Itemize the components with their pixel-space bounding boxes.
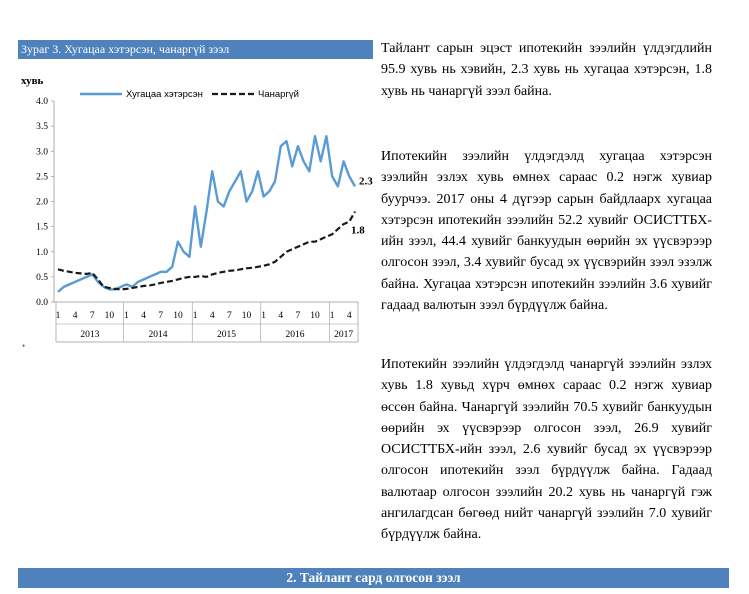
end-label: 2.3	[359, 175, 373, 188]
year-label: 2013	[80, 330, 100, 340]
x-tick-label: 1	[124, 311, 129, 321]
y-tick-label: 0.5	[36, 272, 48, 283]
y-tick-label: 3.0	[36, 147, 48, 158]
section-heading: 2. Тайлант сард олгосон зээл	[18, 568, 729, 588]
x-tick-label: 4	[346, 311, 352, 321]
x-tick-label: 1	[192, 311, 198, 321]
year-label: 2017	[334, 330, 354, 340]
line-chart	[18, 59, 373, 359]
x-tick-label: 4	[141, 311, 147, 321]
y-tick-label: 4.0	[36, 97, 48, 107]
paragraph-status: Тайлант сарын эцэст ипотекийн зээлийн үлдэгдлийн 95.9 хувь нь хэвийн, 2.3 хувь нь хугацаа хэтэрсэн, 1.8 хувь нь чанаргүй зээл байна.	[381, 41, 712, 99]
y-tick-label: 2.5	[36, 172, 48, 183]
x-tick-label: 4	[278, 311, 284, 321]
x-tick-label: 7	[295, 311, 301, 321]
y-tick-label: 1.5	[36, 222, 48, 233]
legend-label: Чанаргүй	[258, 89, 299, 100]
x-tick-label: 1	[55, 311, 61, 321]
x-tick-label: 7	[89, 311, 95, 321]
series-line	[58, 136, 355, 292]
y-tick-label: 1.0	[36, 247, 48, 258]
x-tick-label: 10	[104, 311, 115, 321]
y-tick-label: 3.5	[36, 122, 48, 133]
y-tick-label: 2.0	[36, 197, 48, 208]
legend-label: Хугацаа хэтэрсэн	[126, 89, 203, 100]
year-label: 2015	[216, 330, 236, 340]
x-tick-label: 10	[241, 311, 252, 321]
year-label: 2016	[285, 330, 305, 340]
chart-series	[58, 136, 373, 292]
stray-bullet: •	[22, 341, 26, 351]
x-tick-label: 7	[226, 311, 232, 321]
x-tick-label: 1	[329, 311, 335, 321]
chart-legend	[80, 89, 299, 100]
paragraph-npl: Ипотекийн зээлийн үлдэгдэлд чанаргүй зээлийн эзлэх хувь 1.8 хувьд хүрч өмнөх сараас 0.2 нэгж хувиар өссөн байна. Чанаргүй зээлийн 70.5 хувийг банкуудын өөрийн эх үүсвэрээр олгосон зээл, 26.9 хувийг ОСИСТТБХ-ийн зээл, 2.6 хувийг бусад эх үүсвэрээр олгосон ипотекийн зээл бүрдүүлж байна. Гадаад валютаар олгосон зээлийн 20.2 хувь нь чанаргүй гэж ангилагдсан бөгөөд нийт чанаргүй зээлийн 7.0 хувийг бүрдүүлж байна.	[381, 357, 712, 543]
y-tick-label: 0.0	[36, 298, 48, 308]
x-tick-label: 1	[261, 311, 266, 321]
series-line	[58, 212, 355, 290]
x-tick-label: 10	[310, 311, 320, 321]
x-tick-label: 4	[72, 311, 78, 321]
x-tick-label: 7	[158, 311, 164, 321]
figure-title: Зураг 3. Хугацаа хэтэрсэн, чанаргүй зээл	[18, 40, 373, 59]
y-axis-label: хувь	[21, 75, 44, 87]
end-label: 1.8	[351, 224, 365, 237]
paragraph-overdue: Ипотекийн зээлийн үлдэгдэлд хугацаа хэтэрсэн зээлийн эзлэх хувь өмнөх сараас 0.2 нэгж хувиар буурчээ. 2017 оны 4 дүгээр сарын байдлаарх хугацаа хэтэрсэн ипотекийн зээлийн 52.2 хувийг ОСИСТТБХ-ийн зээл, 44.4 хувийг банкуудын өөрийн эх үүсвэрээр олгосон зээл, 3.4 хувийг бусад эх үүсвэрийн зээл эзэлж байна. Хугацаа хэтэрсэн ипотекийн зээлийн 3.6 хувийг гадаад валютын зээл бүрдүүлж байна.	[381, 149, 712, 314]
x-tick-label: 10	[173, 311, 183, 321]
year-label: 2014	[148, 330, 168, 340]
chart-axes	[21, 75, 358, 342]
x-tick-label: 4	[209, 311, 215, 321]
